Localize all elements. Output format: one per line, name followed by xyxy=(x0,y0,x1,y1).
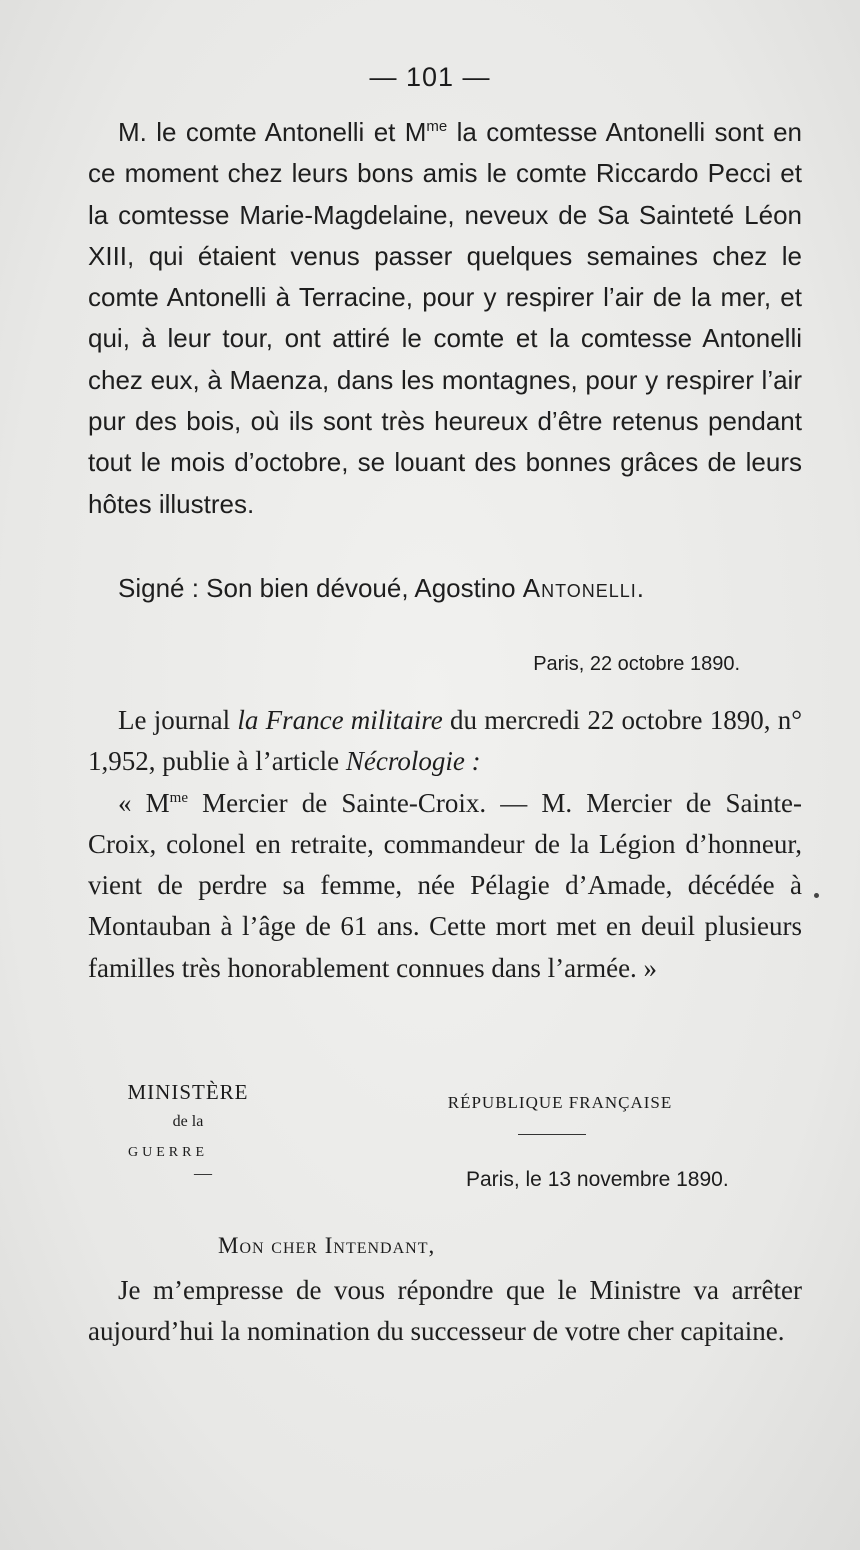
journal-section: Nécrologie : xyxy=(345,746,481,777)
page-number: — 101 — xyxy=(369,62,491,92)
journal-title: la France militaire xyxy=(237,705,443,735)
journal-intro: Le journal xyxy=(118,705,238,735)
journal-details: du mercredi 22 octobre 1890, n° 1,952, publie à l’article xyxy=(88,705,802,777)
ministry-line3: GUERRE xyxy=(128,1145,208,1160)
ministry-line2: de la xyxy=(172,1113,204,1130)
signature-name: Antonelli. xyxy=(522,573,646,603)
salutation: Mon cher Intendant, xyxy=(218,1233,436,1258)
obituary-quote: « $M^{me}$ Mercier de Sainte-Croix. — M. Mercier de Sainte-Croix, colonel en retraite, commandeur de la Légion d’honneur, vient de perdre sa femme, née Pélagie d’Amade, décédée à Montauban à l’âge de 61 ans. Cette mort met en deuil plusieurs familles très honorablement connues dans l’armée. » xyxy=(88,787,802,983)
paragraph-antonelli xyxy=(88,112,802,525)
date-paris-november: Paris, le 13 novembre 1890. xyxy=(466,1168,729,1191)
letter-paragraph xyxy=(88,1270,802,1353)
paragraph-journal xyxy=(88,700,802,989)
ministry-dash: — xyxy=(194,1163,212,1183)
signature-prefix: Signé : Son bien dévoué, Agostino xyxy=(118,573,523,603)
ministry-line1: MINISTÈRE xyxy=(127,1080,249,1104)
signature-line xyxy=(88,568,802,609)
paragraph-antonelli-text: M. le comte Antonelli et $M^{me}$ la comtesse Antonelli sont en ce moment chez leurs bons amis le comte Riccardo Pecci et la comtesse Marie-Magdelaine, neveux de Sa Sainteté Léon XIII, qui étaient venus passer quelques semaines chez le comte Antonelli à Terracine, pour y respirer l’air de la mer, et qui, à leur tour, ont attiré le comte et la comtesse Antonelli chez eux, à Maenza, dans les montagnes, pour y respirer l’air pur des bois, où ils sont très heureux d’être retenus pendant tout le mois d’octobre, se louant des bonnes grâces de leurs hôtes illustres. xyxy=(88,117,802,519)
ministry-header xyxy=(108,1080,268,1184)
header-rule xyxy=(518,1134,586,1135)
letter-text: Je m’empresse de vous répondre que le Ministre va arrêter aujourd’hui la nomination du successeur de votre cher capitaine. xyxy=(88,1275,802,1347)
date-paris-october: Paris, 22 octobre 1890. xyxy=(533,653,740,675)
republic-header: RÉPUBLIQUE FRANÇAISE xyxy=(447,1093,673,1112)
ink-speck xyxy=(814,893,819,898)
